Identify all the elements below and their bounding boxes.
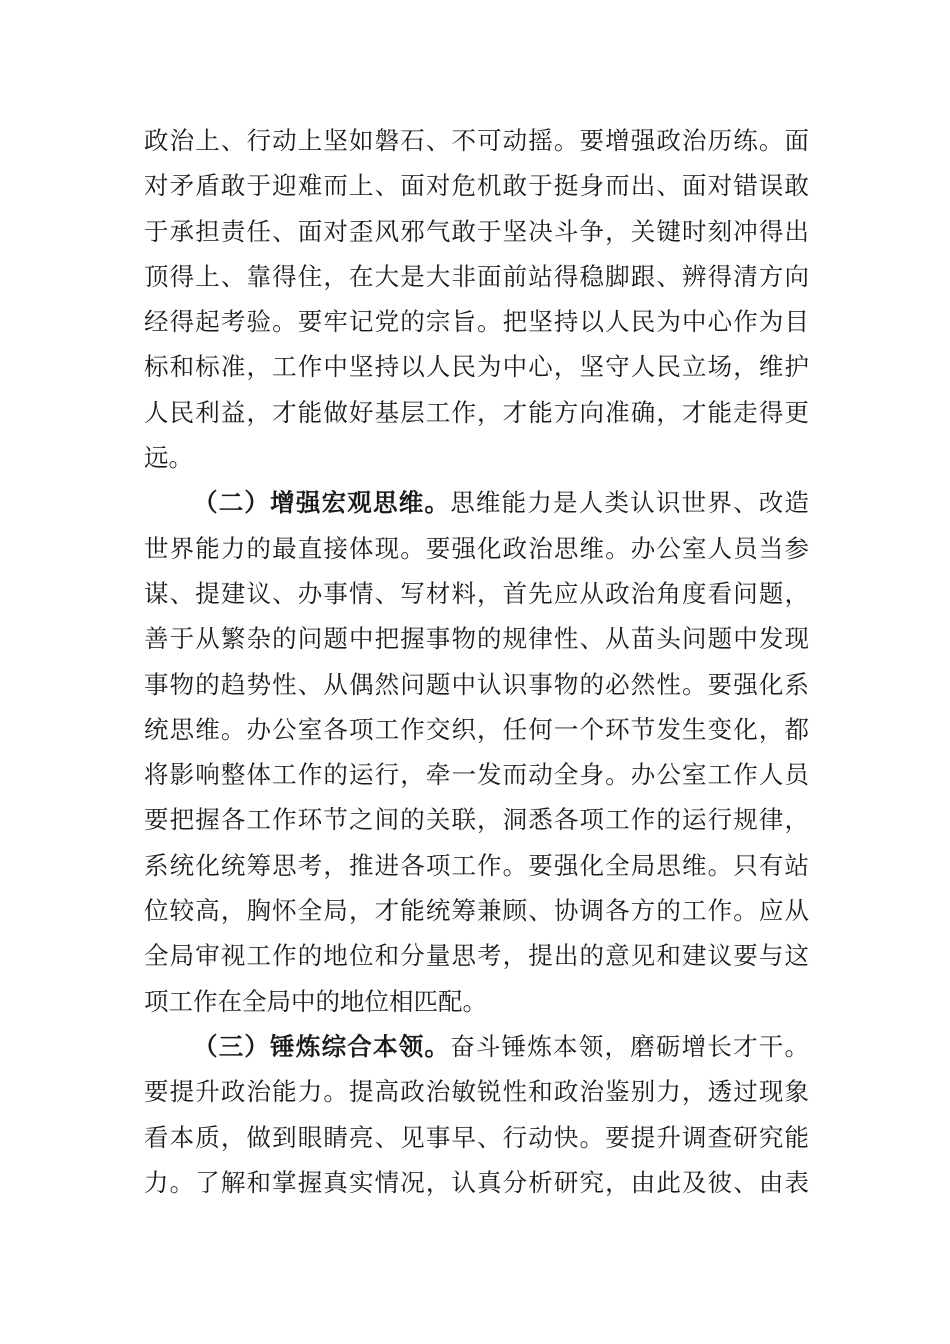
text-line: 要把握各工作环节之间的关联，洞悉各项工作的运行规律， (144, 805, 809, 835)
document-body (144, 118, 809, 1205)
text-line: 善于从繁杂的问题中把握事物的规律性、从苗头问题中发现 (144, 624, 809, 654)
text-line: 力。了解和掌握真实情况，认真分析研究，由此及彼、由表 (144, 1167, 809, 1197)
text-run: 奋斗锤炼本领，磨砺增长才干。 (450, 1031, 809, 1061)
text-line: 人民利益，才能做好基层工作，才能方向准确，才能走得更 (144, 397, 809, 427)
text-line: 经得起考验。要牢记党的宗旨。把坚持以人民为中心作为目 (144, 307, 809, 337)
text-line: 将影响整体工作的运行，牵一发而动全身。办公室工作人员 (144, 760, 809, 790)
text-line: 项工作在全局中的地位相匹配。 (144, 986, 487, 1016)
paragraph-first-line (144, 1024, 809, 1069)
text-line: 对矛盾敢于迎难而上、面对危机敢于挺身而出、面对错误敢 (144, 171, 809, 201)
text-line: 政治上、行动上坚如磐石、不可动摇。要增强政治历练。面 (144, 126, 809, 155)
text-line: 事物的趋势性、从偶然问题中认识事物的必然性。要强化系 (144, 669, 809, 699)
text-line: 系统化统筹思考，推进各项工作。要强化全局思维。只有站 (144, 850, 809, 880)
text-line: 谋、提建议、办事情、写材料，首先应从政治角度看问题， (144, 578, 809, 608)
text-line: 要提升政治能力。提高政治敏锐性和政治鉴别力，透过现象 (144, 1077, 809, 1107)
text-line: 顶得上、靠得住，在大是大非面前站得稳脚跟、辨得清方向 (144, 261, 809, 291)
text-run: 思维能力是人类认识世界、改造 (450, 488, 809, 518)
text-line: 标和标准，工作中坚持以人民为中心，坚守人民立场，维护 (144, 352, 809, 382)
section-heading: （二）增强宏观思维。 (193, 488, 451, 518)
text-line: 世界能力的最直接体现。要强化政治思维。办公室人员当参 (144, 533, 809, 563)
section-heading: （三）锤炼综合本领。 (193, 1031, 451, 1061)
text-line: 统思维。办公室各项工作交织，任何一个环节发生变化，都 (144, 714, 809, 744)
text-line: 全局审视工作的地位和分量思考，提出的意见和建议要与这 (144, 941, 809, 971)
text-line: 远。 (144, 443, 193, 473)
text-line: 看本质，做到眼睛亮、见事早、行动快。要提升调查研究能 (144, 1122, 809, 1152)
paragraph-first-line (144, 480, 809, 525)
text-line: 于承担责任、面对歪风邪气敢于坚决斗争，关键时刻冲得出 (144, 216, 809, 246)
text-line: 位较高，胸怀全局，才能统筹兼顾、协调各方的工作。应从 (144, 896, 809, 926)
